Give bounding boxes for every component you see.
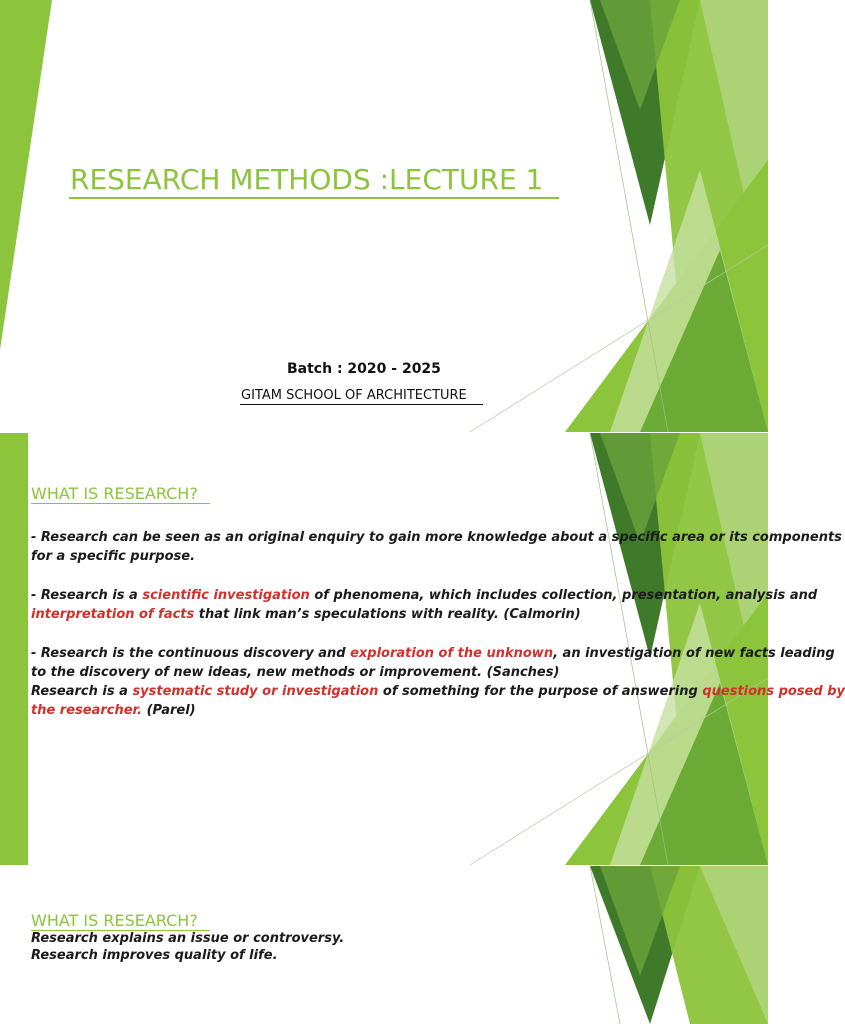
statement-line-2: Research improves quality of life.: [31, 948, 278, 963]
school-name: GITAM SCHOOL OF ARCHITECTURE: [241, 388, 467, 403]
section-heading: WHAT IS RESEARCH?: [31, 484, 198, 503]
slide-2: [0, 433, 845, 865]
definition-3-line-2: to the discovery of new ideas, new methods or improvement. (Sanches): [31, 665, 560, 680]
definition-4-line-2: the researcher. (Parel): [31, 703, 196, 718]
slide-1: [0, 0, 768, 432]
school-underline: [240, 404, 483, 405]
definition-1-line-2: for a specific purpose.: [31, 549, 196, 564]
title-underline: [69, 197, 559, 199]
statement-line-1: Research explains an issue or controversy.: [31, 931, 345, 946]
lecture-title: RESEARCH METHODS :LECTURE 1: [70, 163, 544, 196]
definition-1-line-1: - Research can be seen as an original enquiry to gain more knowledge about a specific area or its components: [31, 530, 842, 545]
definition-4-line-1: Research is a systematic study or investigation of something for the purpose of answering questions posed by: [31, 684, 845, 699]
definition-2-line-2: interpretation of facts that link man’s speculations with reality. (Calmorin): [31, 607, 581, 622]
definition-3-line-1: - Research is the continuous discovery and exploration of the unknown, an investigation of new facts leading: [31, 646, 835, 661]
batch-label: Batch : 2020 - 2025: [287, 361, 441, 377]
section-heading: WHAT IS RESEARCH?: [31, 911, 198, 930]
heading-underline: [31, 503, 210, 504]
slide-3: [0, 866, 768, 1024]
definition-2-line-1: - Research is a scientific investigation of phenomena, which includes collection, presentation, analysis and: [31, 588, 818, 603]
